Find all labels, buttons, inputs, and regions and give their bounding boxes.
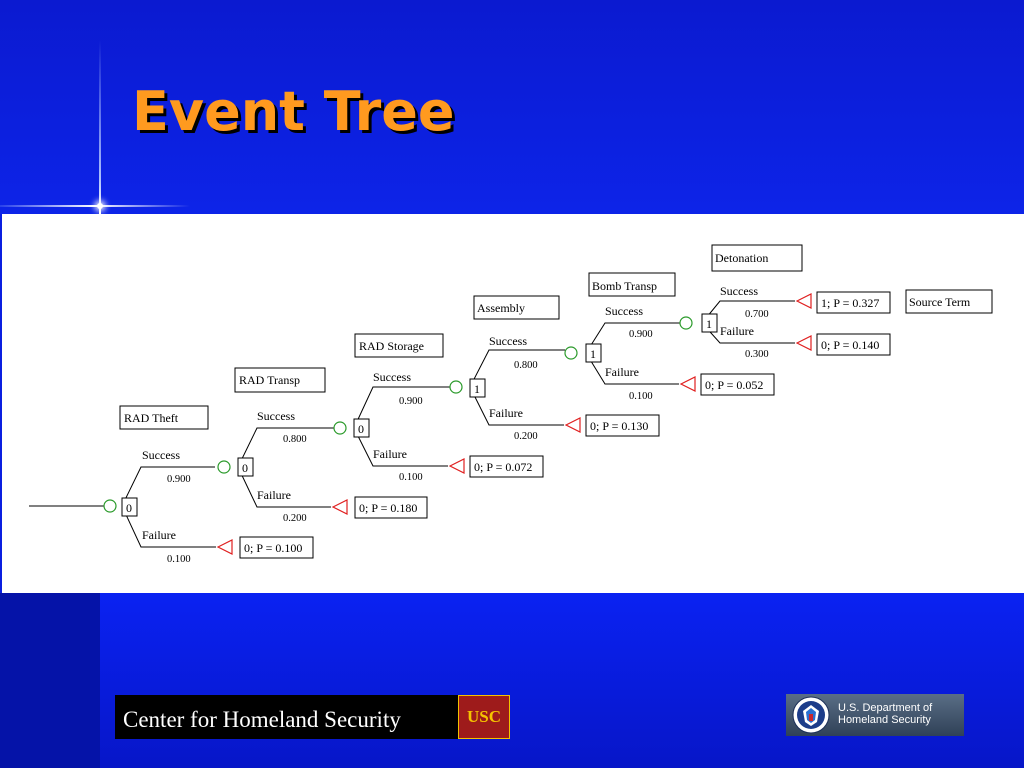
terminal-icon-detonation-failure [797, 336, 811, 350]
center-logo [115, 695, 510, 739]
branch-label-detonation-success: Success [720, 284, 758, 298]
dhs-logo [786, 694, 964, 736]
outcome-bomb-failure: 0; P = 0.052 [705, 378, 764, 392]
dhs-line-1: U.S. Department of [838, 702, 933, 714]
terminal-icon-bomb-failure [681, 377, 695, 391]
branch-label-bomb-success: Success [605, 304, 643, 318]
center-name: Center for Homeland Security [123, 707, 401, 732]
stage-label-bomb-transp: Bomb Transp [592, 279, 658, 293]
prob-assembly-success: 0.800 [514, 360, 538, 371]
chance-node-bomb-transp [565, 347, 577, 359]
branch-label-transp-success: Success [257, 409, 295, 423]
dhs-line-2: Homeland Security [838, 714, 931, 726]
stage-label-rad-transp: RAD Transp [239, 373, 301, 387]
prob-transp-success: 0.800 [283, 434, 307, 445]
node-value-rad-transp: 0 [242, 461, 248, 475]
prob-storage-success: 0.900 [399, 396, 423, 407]
outcome-storage-failure: 0; P = 0.072 [474, 460, 533, 474]
branch-label-theft-failure: Failure [142, 528, 176, 542]
stage-label-rad-theft: RAD Theft [124, 411, 179, 425]
usc-logo-text: USC [466, 707, 501, 726]
usc-logo-icon [458, 695, 510, 739]
decorative-vertical-line [99, 40, 101, 214]
prob-theft-success: 0.900 [167, 474, 191, 485]
terminal-icon-transp-failure [333, 500, 347, 514]
chance-node-detonation [680, 317, 692, 329]
chance-node-rad-transp [218, 461, 230, 473]
outcome-transp-failure: 0; P = 0.180 [359, 501, 418, 515]
branch-label-assembly-success: Success [489, 334, 527, 348]
stage-label-assembly: Assembly [477, 301, 525, 315]
prob-theft-failure: 0.100 [167, 554, 191, 565]
chance-node-assembly [450, 381, 462, 393]
decorative-spark [97, 203, 103, 209]
branch-label-storage-failure: Failure [373, 447, 407, 461]
node-value-assembly: 1 [474, 382, 480, 396]
node-value-rad-storage: 0 [358, 422, 364, 436]
stage-label-detonation: Detonation [715, 251, 769, 265]
dhs-seal-icon [792, 696, 830, 734]
node-value-bomb-transp: 1 [590, 347, 596, 361]
terminal-icon-detonation-success [797, 294, 811, 308]
decorative-horizontal-line [0, 205, 190, 207]
branch-label-assembly-failure: Failure [489, 406, 523, 420]
prob-transp-failure: 0.200 [283, 513, 307, 524]
prob-assembly-failure: 0.200 [514, 431, 538, 442]
chance-node-rad-storage [334, 422, 346, 434]
slide-title: Event Tree [132, 80, 455, 143]
dhs-wordmark [838, 702, 932, 726]
branch-label-bomb-failure: Failure [605, 365, 639, 379]
footer-left-strip [0, 593, 100, 768]
footer-band [0, 593, 1024, 768]
node-value-rad-theft: 0 [126, 501, 132, 515]
prob-storage-failure: 0.100 [399, 472, 423, 483]
terminal-icon-assembly-failure [566, 418, 580, 432]
event-tree-diagram [2, 214, 1024, 593]
outcome-detonation-failure: 0; P = 0.140 [821, 338, 880, 352]
prob-bomb-failure: 0.100 [629, 391, 653, 402]
branch-label-transp-failure: Failure [257, 488, 291, 502]
branch-label-storage-success: Success [373, 370, 411, 384]
node-value-detonation: 1 [706, 317, 712, 331]
outcome-detonation-success: 1; P = 0.327 [821, 296, 880, 310]
terminal-icon-theft-failure [218, 540, 232, 554]
outcome-assembly-failure: 0; P = 0.130 [590, 419, 649, 433]
prob-detonation-success: 0.700 [745, 309, 769, 320]
prob-bomb-success: 0.900 [629, 329, 653, 340]
prob-detonation-failure: 0.300 [745, 349, 769, 360]
terminal-icon-storage-failure [450, 459, 464, 473]
stage-label-rad-storage: RAD Storage [359, 339, 424, 353]
branch-label-detonation-failure: Failure [720, 324, 754, 338]
event-tree-panel [2, 214, 1024, 593]
outcome-theft-failure: 0; P = 0.100 [244, 541, 303, 555]
stage-label-source-term: Source Term [909, 295, 971, 309]
chance-node-rad-theft [104, 500, 116, 512]
branch-label-theft-success: Success [142, 448, 180, 462]
